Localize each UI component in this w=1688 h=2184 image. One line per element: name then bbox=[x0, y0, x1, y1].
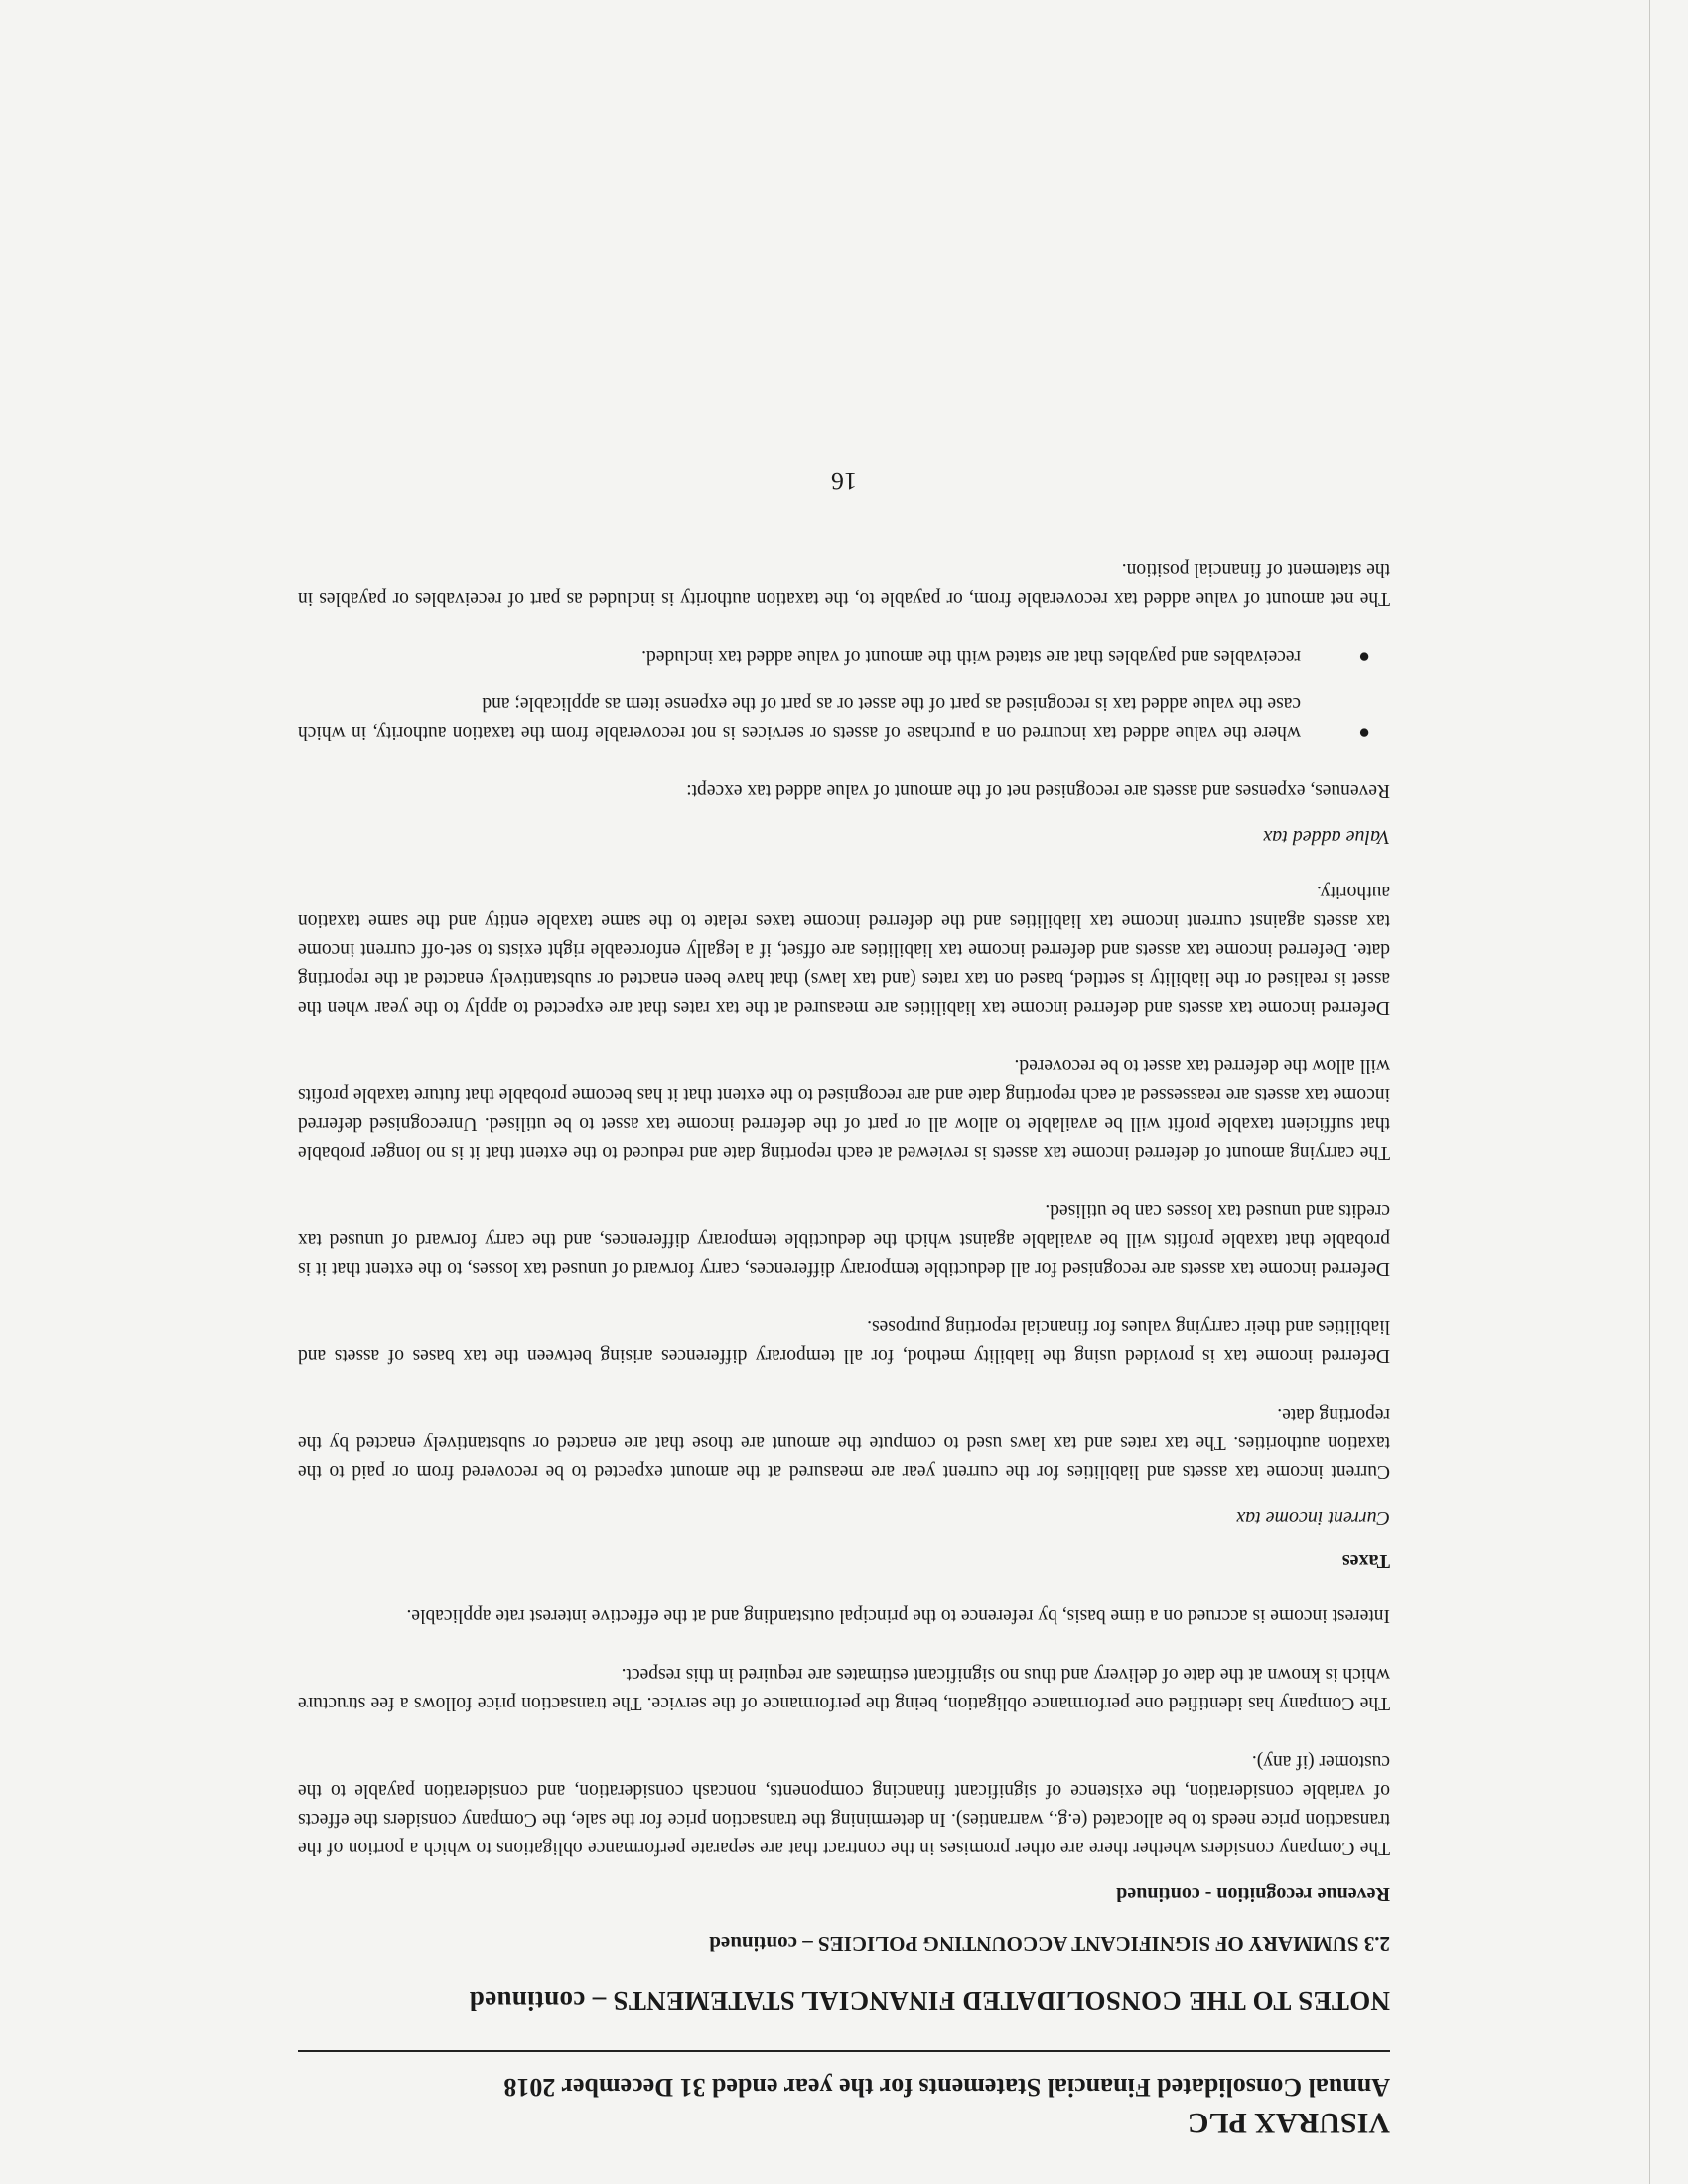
list-item: ● where the value added tax incurred on a purchase of assets or services is not recoverable from the taxation authority, in which case the value added tax is recognised as part of the asset or as part of the expense item as applicable; and bbox=[298, 689, 1301, 747]
current-income-tax-paragraph: Current income tax assets and liabilities for the current year are measured at the amount expected to be recovered from or paid to the taxation authorities. The tax rates and tax laws used to compute the amount are those that are enacted or substantively enacted by the reporting date. bbox=[298, 1404, 1390, 1482]
header-rule bbox=[298, 2050, 1390, 2052]
revenue-paragraph-2: The Company has identified one performance obligation, being the performance of the service. The transaction price follows a fee structure which is known at the date of delivery and thus no significant estimates are required in this respect. bbox=[298, 1664, 1390, 1713]
interest-income-paragraph: Interest income is accrued on a time basis, by reference to the principal outstanding and at the effective interest rate applicable. bbox=[406, 1605, 1390, 1626]
list-item: ● receivables and payables that are stated with the amount of value added tax included. bbox=[298, 642, 1301, 671]
revenue-paragraph-1: The Company considers whether there are other promises in the contract that are separate performance obligations to which a portion of the transaction price needs to be allocated (e.g., warranties). In determining the transaction price for the sale, the Company considers the effects of variable consideration, the existence of significant financing components, noncash consideration, and consideration payable to the customer (if any). bbox=[298, 1751, 1390, 1858]
bullet-icon: ● bbox=[1358, 646, 1370, 667]
current-income-tax-heading: Current income tax bbox=[1236, 1507, 1390, 1529]
deferred-tax-paragraph-1: Deferred income tax is provided using the liability method, for all temporary differences arising between the tax bases of assets and liabilities and their carrying values for financial reporting purposes. bbox=[298, 1316, 1390, 1366]
section-title: 2.3 SUMMARY OF SIGNIFICANT ACCOUNTING POLICIES – continued bbox=[709, 1932, 1390, 1956]
report-title: Annual Consolidated Financial Statements for the year ended 31 December 2018 bbox=[503, 2073, 1390, 2102]
deferred-tax-paragraph-4: Deferred income tax assets and deferred income tax liabilities are measured at the tax rates that are expected to apply to the year when the asset is realised or the liability is settled, based on tax rates (and tax laws) that have been enacted or substantively enacted at the reporting date. Deferred income tax assets and deferred income tax liabilities are offset, if a legally enforceable right exists to set-off current income tax assets against current income tax liabilities and the deferred income taxes relate to the same taxable entity and the same taxation authority. bbox=[298, 882, 1390, 1018]
notes-title: NOTES TO THE CONSOLIDATED FINANCIAL STATEMENTS – continued bbox=[469, 1986, 1390, 2016]
scan-edge-line bbox=[1649, 0, 1688, 2184]
taxes-heading: Taxes bbox=[1341, 1550, 1390, 1571]
document-body bbox=[298, 466, 1390, 2139]
deferred-tax-paragraph-3: The carrying amount of deferred income tax assets is reviewed at each reporting date and reduced to the extent that it is no longer probable that sufficient taxable profit will be available to allow all or part of the deferred income tax asset to be utilised. Unrecognised deferred income tax assets are reassessed at each reporting date and are recognised to the extent that it has become probable that future taxable profits will allow the deferred tax asset to be recovered. bbox=[298, 1055, 1390, 1162]
page-number: 16 bbox=[831, 467, 857, 495]
vat-intro: Revenues, expenses and assets are recognised net of the amount of value added tax except: bbox=[686, 780, 1390, 801]
vat-bullet-list bbox=[298, 642, 1390, 747]
deferred-tax-paragraph-2: Deferred income tax assets are recognised for all deductible temporary differences, carry forward of unused tax losses, to the extent that it is probable that taxable profits will be available against which the deductible temporary differences, and the carry forward of unused tax credits and unused tax losses can be utilised. bbox=[298, 1200, 1390, 1279]
bullet-icon: ● bbox=[1358, 722, 1370, 743]
vat-heading: Value added tax bbox=[1263, 826, 1390, 848]
company-name: VISURAX PLC bbox=[1187, 2107, 1390, 2139]
revenue-heading: Revenue recognition - continued bbox=[1116, 1883, 1390, 1905]
vat-closing: The net amount of value added tax recoverable from, or payable to, the taxation authority is included as part of receivables or payables in the statement of financial position. bbox=[298, 559, 1390, 609]
